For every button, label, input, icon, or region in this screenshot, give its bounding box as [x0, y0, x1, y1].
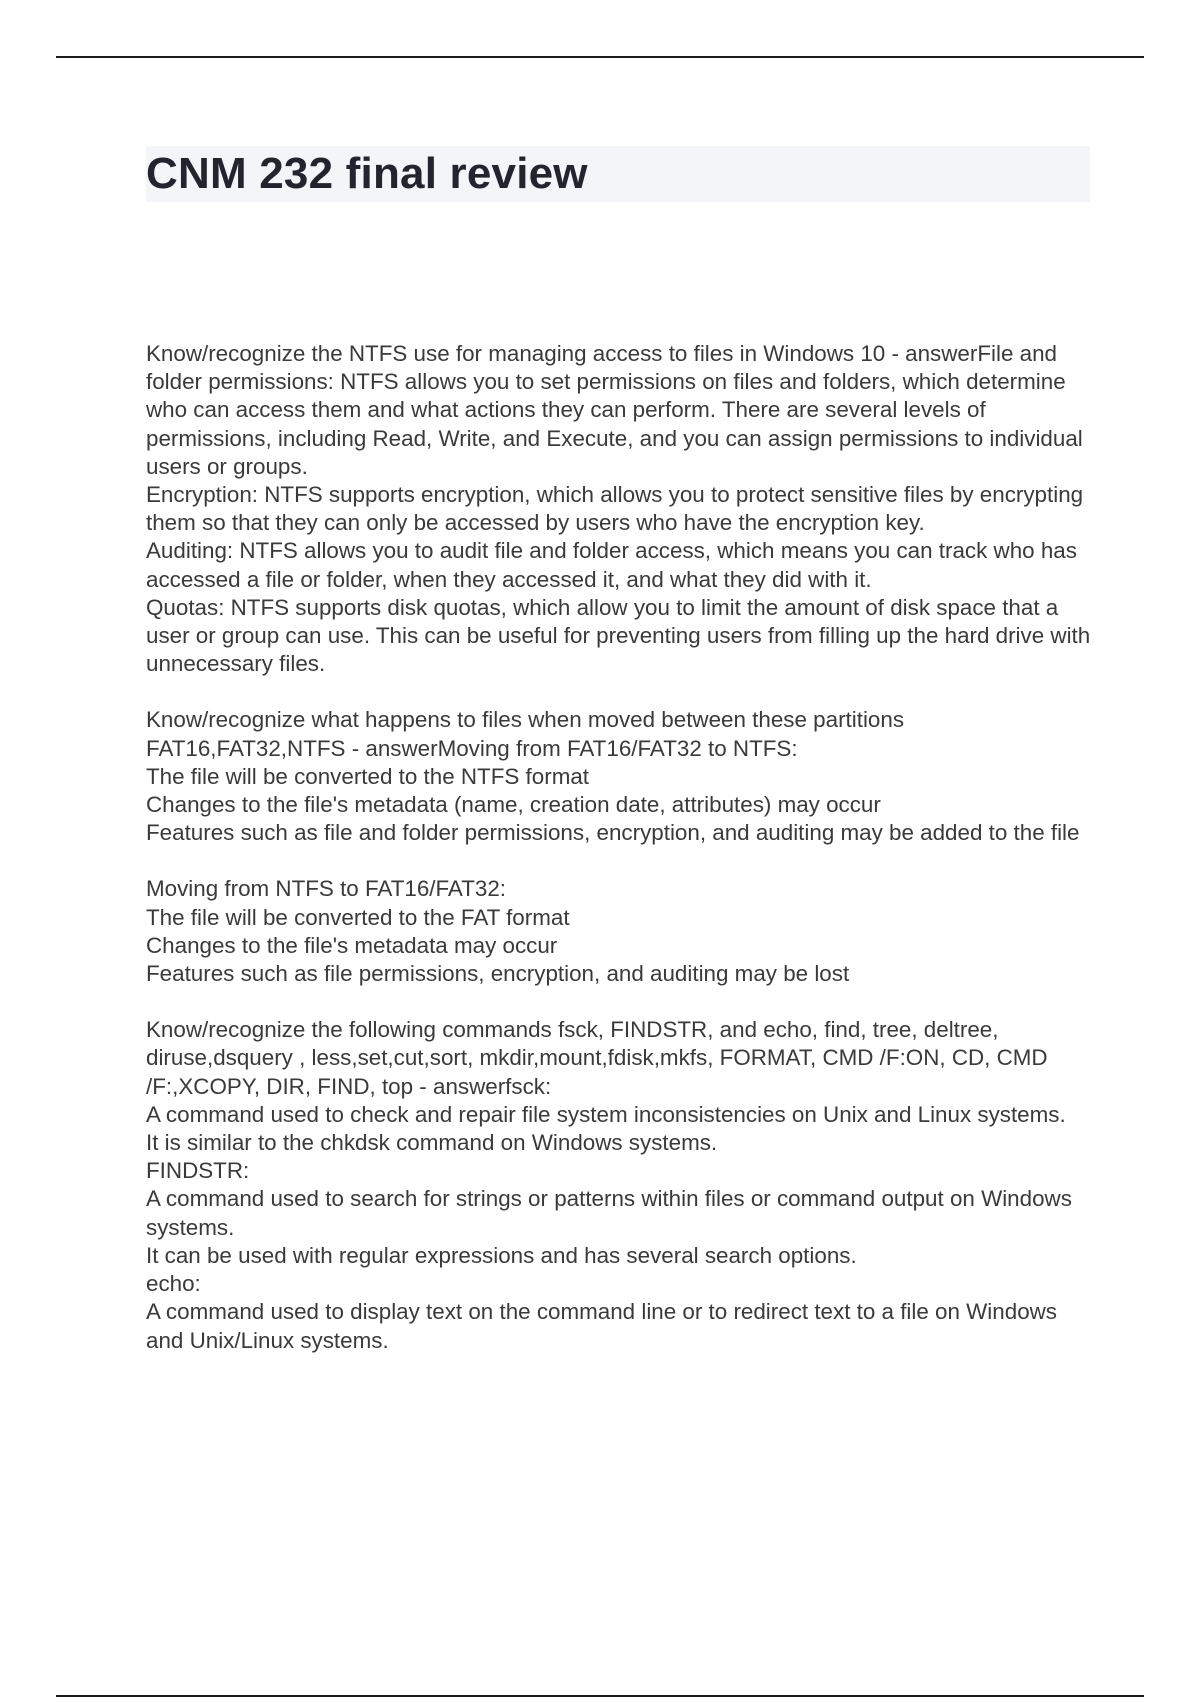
section-partition-move-to-ntfs — [146, 706, 1092, 847]
title-band — [146, 146, 1090, 202]
paragraph-line: It is similar to the chkdsk command on Windows systems. — [146, 1130, 718, 1156]
paragraph-line: Encryption: NTFS supports encryption, which allows you to protect sensitive files by encrypting them so that they can only be accessed by users who have the encryption key. — [146, 482, 1090, 536]
paragraph-line: Quotas: NTFS supports disk quotas, which allow you to limit the amount of disk space that a user or group can use. This can be useful for preventing users from filling up the hard drive with unnecessary files. — [146, 594, 1097, 677]
section-partition-move-to-fat — [146, 875, 1092, 988]
section-ntfs-access — [146, 340, 1097, 678]
paragraph-line: A command used to check and repair file system inconsistencies on Unix and Linux systems. — [146, 1101, 1066, 1127]
paragraph-line: Know/recognize what happens to files when moved between these partitions FAT16,FAT32,NTFS - answerMoving from FAT16/FAT32 to NTFS: — [146, 707, 911, 761]
bottom-rule — [56, 1695, 1144, 1697]
paragraph-line: Know/recognize the NTFS use for managing access to files in Windows 10 - answerFile and folder permissions: NTFS allows you to set permissions on files and folders, which determine who can access them and what actions they can perform. There are several levels of permissions, including Read, Write, and Execute, and you can assign permissions to individual users or groups. — [146, 341, 1089, 479]
paragraph-line: It can be used with regular expressions and has several search options. — [146, 1242, 857, 1268]
section-commands — [146, 1016, 1092, 1354]
document-body — [146, 340, 1097, 1355]
paragraph-line: A command used to display text on the command line or to redirect text to a file on Windows and Unix/Linux systems. — [146, 1299, 1064, 1353]
paragraph-line: The file will be converted to the NTFS format — [146, 763, 590, 789]
paragraph-line: Changes to the file's metadata (name, creation date, attributes) may occur — [146, 792, 881, 818]
top-rule — [56, 56, 1144, 58]
paragraph-line: FINDSTR: — [146, 1158, 250, 1184]
paragraph-line: Know/recognize the following commands fsck, FINDSTR, and echo, find, tree, deltree, diruse,dsquery , less,set,cut,sort, mkdir,mount,fdisk,mkfs, FORMAT, CMD /F:ON, CD, CMD /F:,XCOPY, DIR, FIND, top - answerfsck: — [146, 1017, 1054, 1099]
paragraph-line: Changes to the file's metadata may occur — [146, 932, 558, 958]
paragraph-line: Moving from NTFS to FAT16/FAT32: — [146, 876, 507, 902]
paragraph-line: The file will be converted to the FAT format — [146, 904, 570, 930]
paragraph-line: A command used to search for strings or patterns within files or command output on Windows systems. — [146, 1186, 1079, 1240]
paragraph-line: Features such as file and folder permissions, encryption, and auditing may be added to the file — [146, 820, 1080, 846]
paragraph-line: Auditing: NTFS allows you to audit file and folder access, which means you can track who has accessed a file or folder, when they accessed it, and what they did with it. — [146, 538, 1084, 592]
document-title: CNM 232 final review — [146, 149, 588, 198]
paragraph-line: echo: — [146, 1271, 201, 1297]
paragraph-line: Features such as file permissions, encryption, and auditing may be lost — [146, 961, 850, 987]
